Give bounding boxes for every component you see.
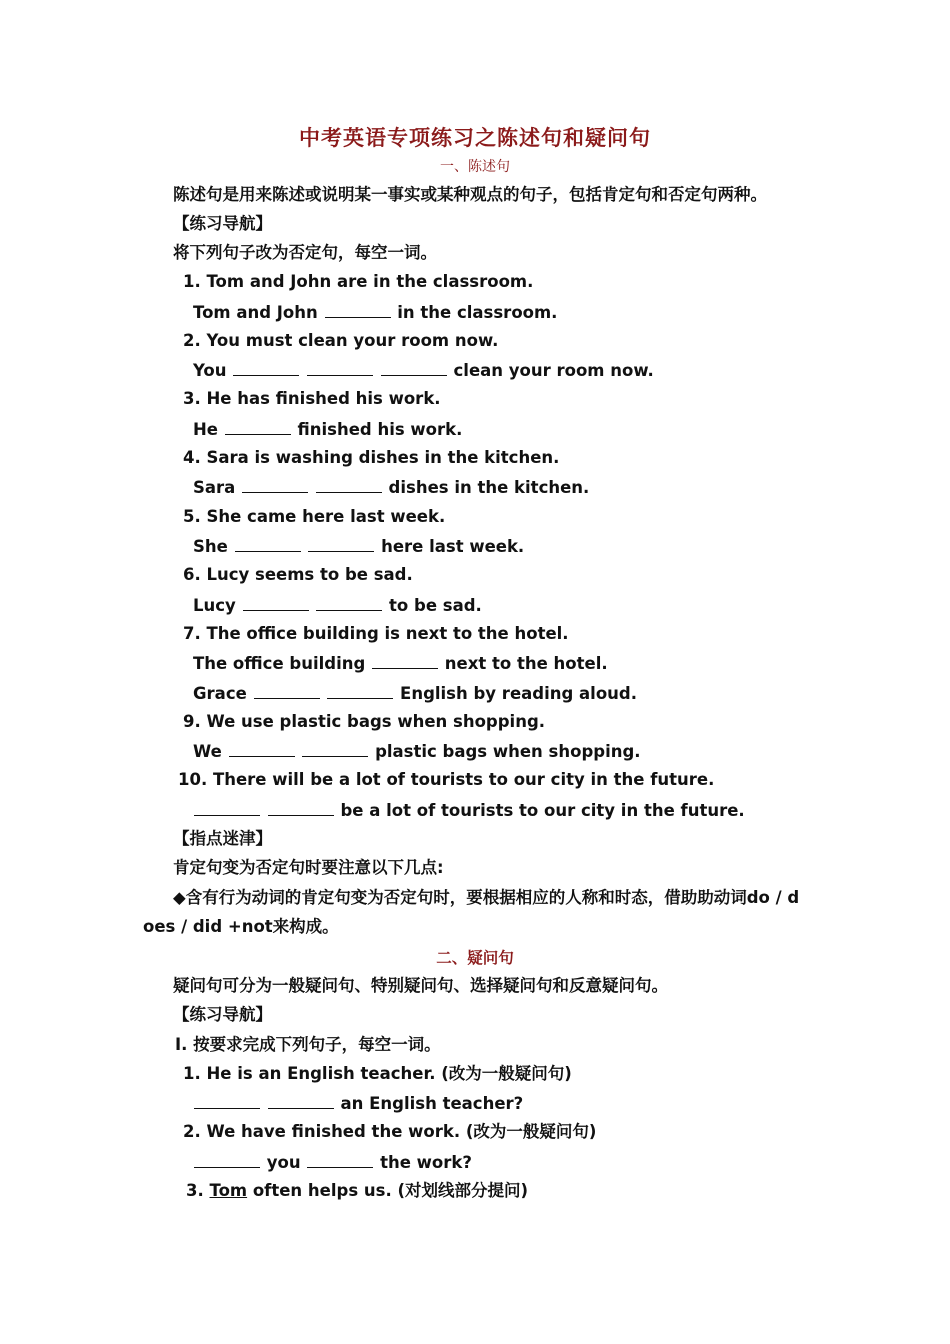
answer-blank[interactable] xyxy=(242,477,308,493)
tips-intro: 肯定句变为否定句时要注意以下几点: xyxy=(173,858,444,877)
answer-blank[interactable] xyxy=(235,536,301,552)
answer-8: Grace English by reading aloud. xyxy=(193,684,637,703)
tips-label: 【指点迷津】 xyxy=(173,829,272,848)
answer-1: Tom and John in the classroom. xyxy=(193,303,558,322)
tip-1-line-2: oes / did +not来构成。 xyxy=(143,917,339,936)
section2-heading: 二、疑问句 xyxy=(436,949,514,967)
answer-blank[interactable] xyxy=(308,536,374,552)
answer-blank[interactable] xyxy=(194,800,260,816)
answer-blank[interactable] xyxy=(381,360,447,376)
answer-blank[interactable] xyxy=(229,741,295,757)
page-title: 中考英语专项练习之陈述句和疑问句 xyxy=(299,125,651,150)
answer-4: Sara dishes in the kitchen. xyxy=(193,478,590,497)
answer-blank[interactable] xyxy=(268,800,334,816)
answer-2: You clean your room now. xyxy=(193,361,654,380)
s2-question-1: 1. He is an English teacher. (改为一般疑问句) xyxy=(183,1064,572,1083)
s2-answer-1: an English teacher? xyxy=(193,1093,523,1114)
answer-blank[interactable] xyxy=(225,419,291,435)
answer-blank[interactable] xyxy=(325,302,391,318)
section2-instruction: Ⅰ. 按要求完成下列句子，每空一词。 xyxy=(175,1035,441,1054)
question-9: 9. We use plastic bags when shopping. xyxy=(183,712,546,731)
answer-blank[interactable] xyxy=(372,653,438,669)
answer-5: She here last week. xyxy=(193,537,525,556)
section1-instruction: 将下列句子改为否定句，每空一词。 xyxy=(173,243,437,262)
answer-blank[interactable] xyxy=(307,360,373,376)
question-2: 2. You must clean your room now. xyxy=(183,331,499,350)
answer-blank[interactable] xyxy=(327,683,393,699)
answer-blank[interactable] xyxy=(268,1093,334,1109)
answer-10: be a lot of tourists to our city in the future. xyxy=(193,800,745,821)
section1-intro: 陈述句是用来陈述或说明某一事实或某种观点的句子，包括肯定句和否定句两种。 xyxy=(173,185,767,204)
s2-answer-2: you the work? xyxy=(193,1152,472,1173)
answer-7: The office building next to the hotel. xyxy=(193,654,608,673)
question-1: 1. Tom and John are in the classroom. xyxy=(183,272,534,291)
question-4: 4. Sara is washing dishes in the kitchen. xyxy=(183,448,560,467)
underlined-word: Tom xyxy=(209,1181,248,1200)
answer-blank[interactable] xyxy=(316,595,382,611)
section1-practice-label: 【练习导航】 xyxy=(173,214,272,233)
question-3: 3. He has finished his work. xyxy=(183,389,441,408)
answer-blank[interactable] xyxy=(254,683,320,699)
section2-intro: 疑问句可分为一般疑问句、特别疑问句、选择疑问句和反意疑问句。 xyxy=(173,976,668,995)
answer-blank[interactable] xyxy=(233,360,299,376)
section2-practice-label: 【练习导航】 xyxy=(173,1005,272,1024)
answer-blank[interactable] xyxy=(243,595,309,611)
answer-blank[interactable] xyxy=(316,477,382,493)
section1-heading: 一、陈述句 xyxy=(440,159,510,175)
answer-9: We plastic bags when shopping. xyxy=(193,742,641,761)
answer-blank[interactable] xyxy=(307,1152,373,1168)
answer-blank[interactable] xyxy=(302,741,368,757)
question-5: 5. She came here last week. xyxy=(183,507,446,526)
answer-blank[interactable] xyxy=(194,1093,260,1109)
question-10: 10. There will be a lot of tourists to our city in the future. xyxy=(178,770,715,789)
question-7: 7. The office building is next to the hotel. xyxy=(183,624,569,643)
s2-question-2: 2. We have finished the work. (改为一般疑问句) xyxy=(183,1122,597,1141)
answer-3: He finished his work. xyxy=(193,420,463,439)
question-6: 6. Lucy seems to be sad. xyxy=(183,565,413,584)
tip-1-line-1: ◆含有行为动词的肯定句变为否定句时，要根据相应的人称和时态，借助助动词do / d xyxy=(173,888,800,907)
answer-6: Lucy to be sad. xyxy=(193,596,482,615)
s2-question-3: 3. Tom often helps us. (对划线部分提问) xyxy=(186,1181,529,1200)
answer-blank[interactable] xyxy=(194,1152,260,1168)
